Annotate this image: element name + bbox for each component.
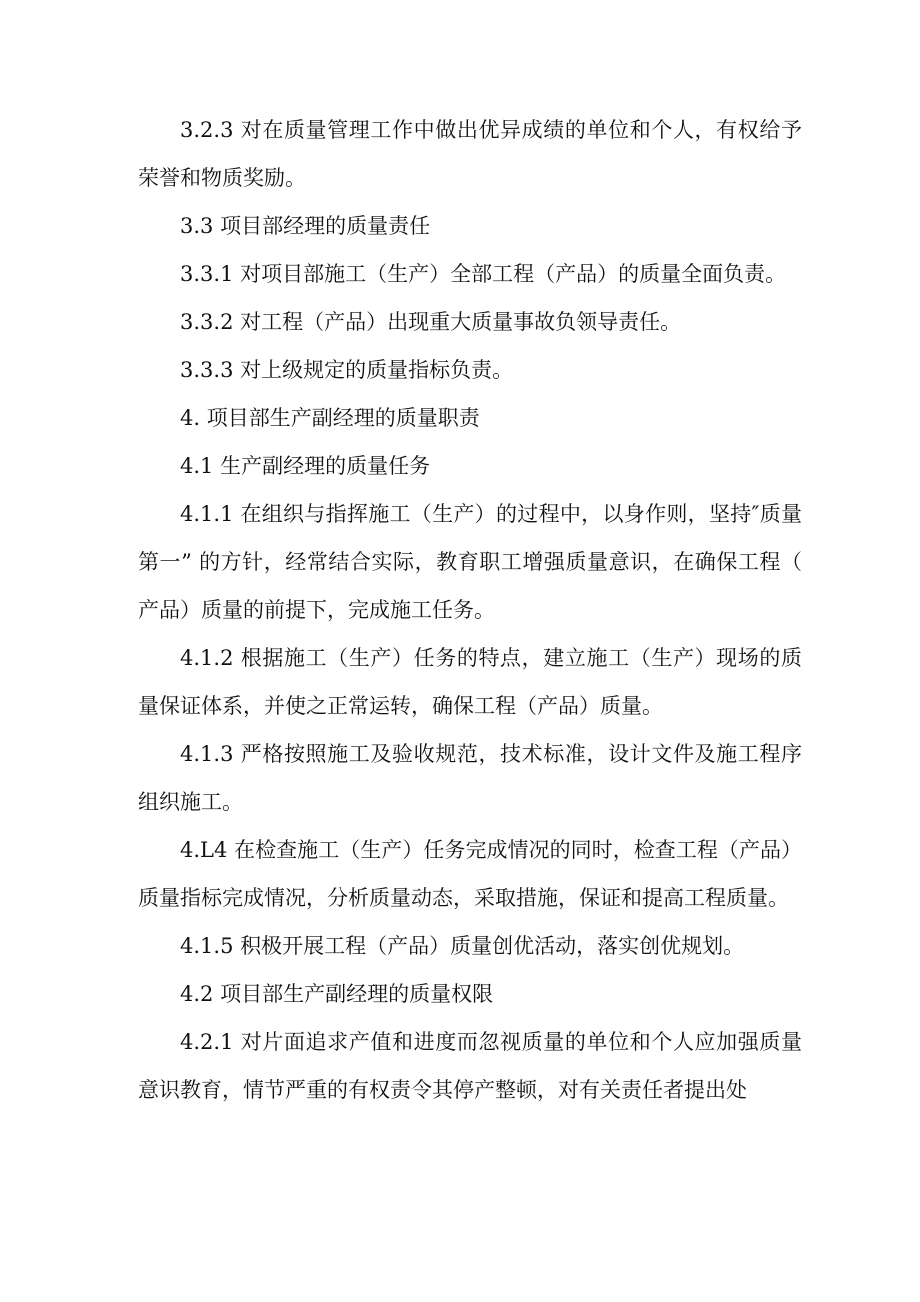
- paragraph-4-1-1: 4.1.1 在组织与指挥施工（生产）的过程中，以身作则，坚持″质量第一” 的方针，经常结合实际，教育职工增强质量意识，在确保工程（产品）质量的前提下，完成施工任务。: [138, 502, 802, 622]
- paragraph-3-3-2: 3.3.2 对工程（产品）出现重大质量事故负领导责任。: [180, 310, 682, 334]
- heading-4: 4. 项目部生产副经理的质量职责: [180, 406, 480, 430]
- paragraph-3-2-3: 3.2.3 对在质量管理工作中做出优异成绩的单位和个人，有权给予荣誉和物质奖励。: [138, 118, 802, 190]
- heading-4-2: 4.2 项目部生产副经理的质量权限: [180, 982, 494, 1006]
- paragraph-3-3-3: 3.3.3 对上级规定的质量指标负责。: [180, 358, 514, 382]
- paragraph-3-3-1: 3.3.1 对项目部施工（生产）全部工程（产品）的质量全面负责。: [180, 262, 787, 286]
- document-body: [138, 106, 802, 1114]
- paragraph-4-1-2: 4.1.2 根据施工（生产）任务的特点，建立施工（生产）现场的质量保证体系，并使之正常运转，确保工程（产品）质量。: [138, 646, 802, 718]
- paragraph-4-2-1: 4.2.1 对片面追求产值和进度而忽视质量的单位和个人应加强质量意识教育，情节严重的有权责令其停产整顿，对有关责任者提出处: [138, 1030, 802, 1102]
- paragraph-4-1-4: 4.L4 在检查施工（生产）任务完成情况的同时，检查工程（产品）质量指标完成情况，分析质量动态，采取措施，保证和提高工程质量。: [138, 838, 802, 910]
- paragraph-4-1-5: 4.1.5 积极开展工程（产品）质量创优活动，落实创优规划。: [180, 934, 745, 958]
- paragraph-4-1-3: 4.1.3 严格按照施工及验收规范，技术标准，设计文件及施工程序组织施工。: [138, 742, 802, 814]
- heading-4-1: 4.1 生产副经理的质量任务: [180, 454, 431, 478]
- heading-3-3: 3.3 项目部经理的质量责任: [180, 214, 431, 238]
